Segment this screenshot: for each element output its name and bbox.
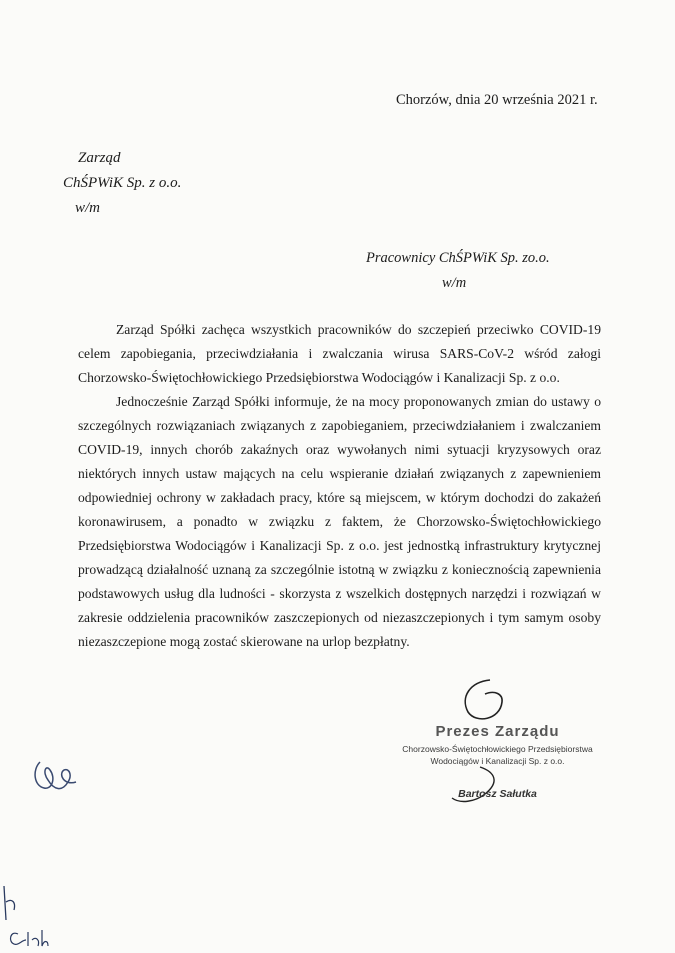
addressee-employees-line2: w/m: [442, 275, 467, 291]
stamp-org-line1: Chorzowsko-Świętochłowickiego Przedsiębiorstwa: [402, 744, 593, 754]
addressee-board-line2: ChŚPWiK Sp. z o.o.: [63, 175, 182, 191]
letter-body: [78, 318, 601, 654]
signature-stamp: [390, 723, 605, 800]
stamp-title: Prezes Zarządu: [435, 723, 560, 740]
addressee-employees-line1: Pracownicy ChŚPWiK Sp. zo.o.: [366, 250, 550, 266]
stamp-org-line2: Wodociągów i Kanalizacji Sp. z o.o.: [430, 756, 565, 766]
body-paragraph-2: Jednocześnie Zarząd Spółki informuje, że na mocy proponowanych zmian do ustawy o szczególnych rozwiązaniach związanych z zapobieganiem, przeciwdziałaniem i zwalczaniem COVID-19, innych chorób zakaźnych oraz wywołanych nimi sytuacji kryzysowych oraz niektórych innych ustaw mających na celu wspieranie działań związanych z zapewnieniem odpowiedniej ochrony w zakładach pracy, które są miejscem, w którym dochodzi do zakażeń koronawirusem, a ponadto w związku z faktem, że Chorzowsko-Świętochłowickiego Przedsiębiorstwa Wodociągów i Kanalizacji Sp. z o.o. jest jednostką infrastruktury krytycznej prowadzącą działalność uznaną za szczególnie istotną w związku z koniecznością zapewnienia podstawowych usług dla ludności - skorzysta z wszelkich dostępnych narzędzi i rozwiązań w zakresie oddzielenia pracowników zaszczepionych od niezaszczepionych i tym samym osoby niezaszczepione mogą zostać skierowane na urlop bezpłatny.: [78, 394, 601, 649]
addressee-employees: [366, 246, 550, 296]
addressee-board-line1: Zarząd: [78, 150, 121, 166]
stamp-name: Bartosz Sałutka: [458, 788, 537, 800]
handwritten-initials-left: [28, 752, 88, 800]
letter-date: Chorzów, dnia 20 września 2021 r.: [396, 92, 598, 108]
addressee-board: [63, 146, 182, 221]
addressee-board-line3: w/m: [75, 200, 101, 216]
body-paragraph-1: Zarząd Spółki zachęca wszystkich pracowników do szczepień przeciwko COVID-19 celem zapobiegania, przeciwdziałania i zwalczania wirusa SARS-CoV-2 wśród załogi Chorzowsko-Świętochłowickiego Przedsiębiorstwa Wodociągów i Kanalizacji Sp. z o.o.: [78, 322, 601, 385]
handwritten-note-bottom: [0, 880, 50, 953]
